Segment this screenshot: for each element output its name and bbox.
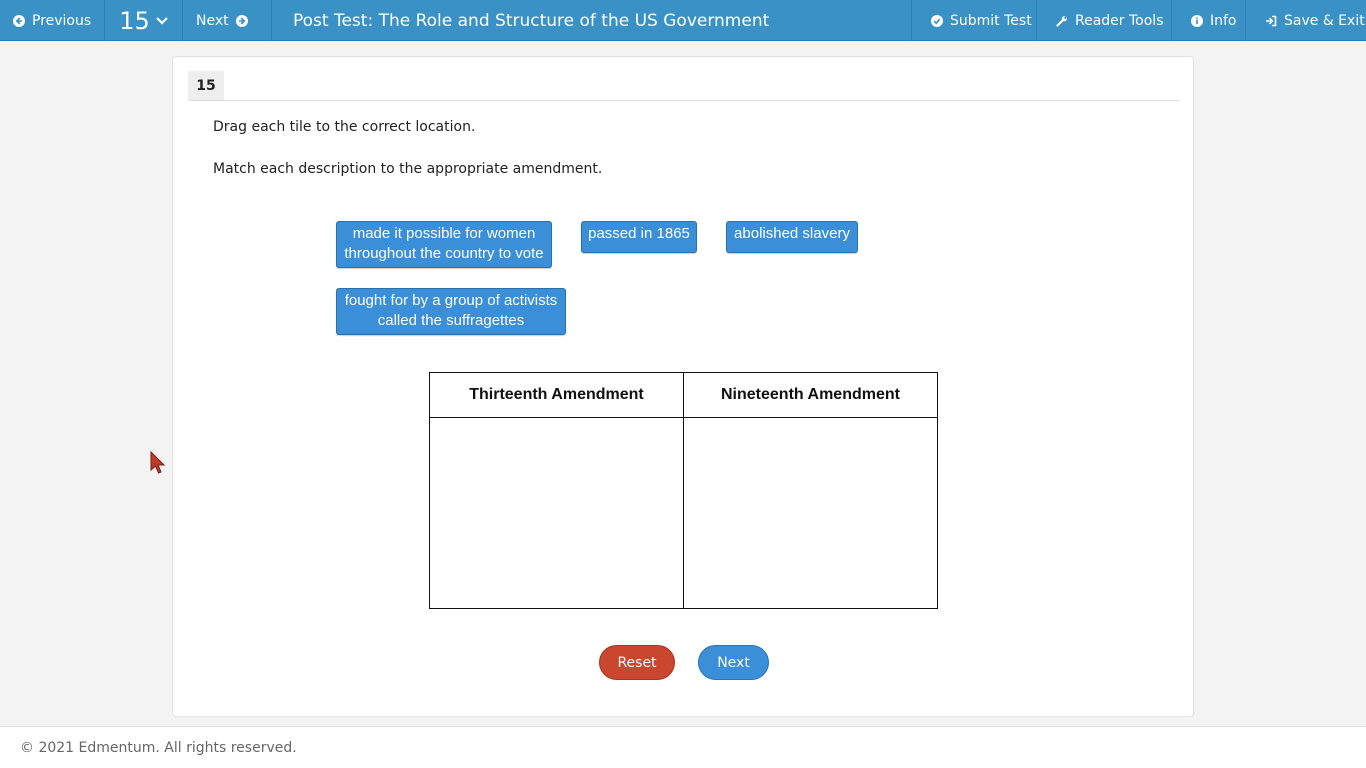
- next-question-button[interactable]: [183, 0, 272, 41]
- reader-tools-label: Reader Tools: [1075, 12, 1164, 29]
- previous-label: Previous: [32, 12, 92, 29]
- drop-table: [429, 372, 938, 609]
- column-header-thirteenth: Thirteenth Amendment: [469, 386, 644, 403]
- arrow-left-circle-icon: [13, 15, 25, 27]
- question-selector[interactable]: [105, 0, 183, 41]
- footer: [0, 726, 1366, 768]
- drag-tile-passed-1865[interactable]: passed in 1865: [581, 221, 697, 253]
- question-number: 15: [119, 6, 150, 35]
- previous-button[interactable]: [0, 0, 105, 41]
- column-header-nineteenth: Nineteenth Amendment: [721, 386, 900, 403]
- chevron-down-icon: [156, 17, 168, 25]
- copyright-text: © 2021 Edmentum. All rights reserved.: [20, 740, 297, 756]
- drag-tile-abolished-slavery[interactable]: abolished slavery: [726, 221, 858, 253]
- sign-out-icon: [1265, 15, 1277, 27]
- save-exit-button[interactable]: [1246, 0, 1366, 41]
- info-circle-icon: [1191, 15, 1203, 27]
- submit-test-label: Submit Test: [950, 12, 1032, 29]
- wrench-icon: [1056, 15, 1068, 27]
- question-card: [172, 56, 1194, 717]
- mouse-pointer-icon: [150, 451, 166, 479]
- question-prompt: Match each description to the appropriate amendment.: [213, 161, 603, 177]
- reset-button[interactable]: Reset: [599, 645, 675, 680]
- info-label: Info: [1210, 12, 1237, 29]
- arrow-right-circle-icon: [236, 15, 248, 27]
- drop-zone-nineteenth[interactable]: [684, 418, 937, 608]
- next-button[interactable]: Next: [698, 645, 769, 680]
- submit-test-button[interactable]: [911, 0, 1037, 41]
- divider: [188, 100, 1180, 101]
- next-label: Next: [196, 12, 229, 29]
- question-number-badge: 15: [188, 71, 224, 101]
- drop-zone-thirteenth[interactable]: [430, 418, 683, 608]
- drag-tile-women-vote[interactable]: made it possible for women throughout the country to vote: [336, 221, 552, 268]
- drag-tile-suffragettes[interactable]: fought for by a group of activists called the suffragettes: [336, 288, 566, 335]
- top-toolbar: [0, 0, 1366, 41]
- save-exit-label: Save & Exit: [1284, 12, 1365, 29]
- check-circle-icon: [931, 15, 943, 27]
- test-title: Post Test: The Role and Structure of the US Government: [293, 10, 770, 31]
- info-button[interactable]: [1172, 0, 1246, 41]
- reader-tools-button[interactable]: [1037, 0, 1172, 41]
- instruction-text: Drag each tile to the correct location.: [213, 119, 476, 135]
